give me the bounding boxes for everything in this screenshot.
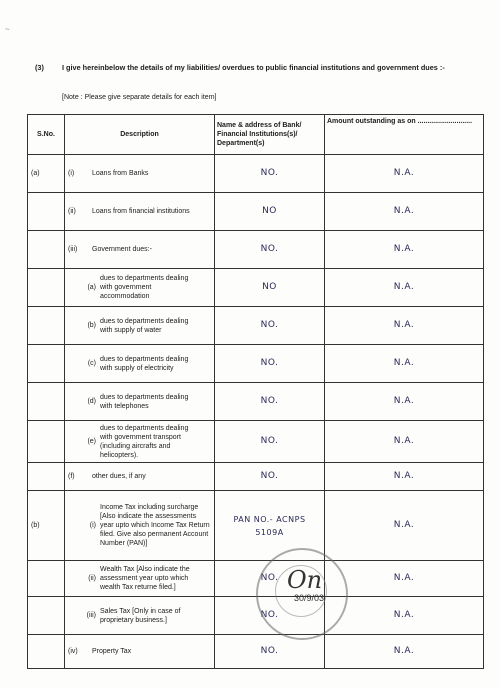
row-sno	[28, 597, 65, 635]
signature: On	[287, 566, 323, 594]
row-bank-name: NO.	[215, 421, 325, 463]
row-bank-name: NO	[215, 269, 325, 307]
row-bank-name: NO.	[215, 635, 325, 669]
row-sno	[28, 561, 65, 597]
table-row	[28, 155, 484, 193]
row-bank-name: NO	[215, 193, 325, 231]
header-description: Description	[65, 115, 215, 155]
row-item-number: (f)	[68, 473, 75, 480]
row-description	[65, 463, 215, 491]
row-item-number: (iv)	[68, 648, 78, 655]
row-description	[65, 491, 215, 561]
section-heading-text: I give hereinbelow the details of my liabilities/ overdues to public financial institutions and government dues :-	[62, 63, 445, 72]
row-bank-name: NO.	[215, 345, 325, 383]
row-bank-name: PAN NO.- ACNPS 5109A	[215, 491, 325, 561]
header-amount: Amount outstanding as on ............................	[325, 115, 484, 155]
row-description	[65, 635, 215, 669]
row-amount: N.A.	[325, 421, 484, 463]
row-bank-name: NO.	[215, 463, 325, 491]
row-item-text: Income Tax including surcharge [Also indicate the assessments year upto which Income Tax Return filed. Give also permanent Account Number (PAN)]	[100, 504, 210, 547]
row-description	[65, 383, 215, 421]
row-item-number: (d)	[87, 398, 96, 405]
margin-scribble: ~	[5, 25, 10, 34]
row-item-text: Loans from Banks	[92, 170, 149, 177]
liabilities-table	[27, 114, 484, 669]
row-item-number: (a)	[87, 284, 96, 291]
table-row	[28, 491, 484, 561]
row-description	[65, 345, 215, 383]
row-item-text: dues to departments dealing with government accommodation	[100, 275, 189, 300]
table-row	[28, 383, 484, 421]
row-amount: N.A.	[325, 491, 484, 561]
section-number: (3)	[35, 63, 44, 72]
row-item-text: Government dues:-	[92, 246, 152, 253]
row-item-text: other dues, if any	[92, 473, 146, 480]
header-name-address: Name & address of Bank/ Financial Institutions(s)/ Department(s)	[215, 115, 325, 155]
row-amount: N.A.	[325, 383, 484, 421]
row-amount: N.A.	[325, 269, 484, 307]
row-sno	[28, 383, 65, 421]
row-amount: N.A.	[325, 231, 484, 269]
row-bank-name: NO.	[215, 561, 325, 597]
row-sno: (a)	[28, 155, 65, 193]
row-description	[65, 307, 215, 345]
row-description	[65, 269, 215, 307]
row-sno	[28, 463, 65, 491]
row-description	[65, 193, 215, 231]
row-description	[65, 421, 215, 463]
row-amount: N.A.	[325, 597, 484, 635]
row-item-number: (i)	[89, 522, 96, 529]
row-sno	[28, 635, 65, 669]
row-bank-name: NO.	[215, 383, 325, 421]
row-sno	[28, 231, 65, 269]
row-item-number: (iii)	[68, 246, 78, 253]
row-amount: N.A.	[325, 635, 484, 669]
table-row	[28, 635, 484, 669]
row-item-number: (iii)	[86, 612, 96, 619]
table-row	[28, 231, 484, 269]
row-item-number: (b)	[87, 322, 96, 329]
row-amount: N.A.	[325, 307, 484, 345]
row-item-text: Wealth Tax [Also indicate the assessment year upto which wealth Tax returne filed.]	[100, 566, 190, 591]
row-description	[65, 231, 215, 269]
row-item-text: Sales Tax [Only in case of proprietary business.]	[100, 607, 181, 624]
table-row	[28, 307, 484, 345]
table-row	[28, 269, 484, 307]
row-amount: N.A.	[325, 155, 484, 193]
row-bank-name: NO.	[215, 231, 325, 269]
table-row	[28, 345, 484, 383]
row-description	[65, 561, 215, 597]
row-amount: N.A.	[325, 345, 484, 383]
row-description	[65, 155, 215, 193]
stamp-date: 30/9/03	[294, 593, 325, 603]
row-sno	[28, 269, 65, 307]
row-item-text: dues to departments dealing with government transport (including aircrafts and helicopters).	[100, 424, 189, 459]
row-item-text: Property Tax	[92, 648, 132, 655]
row-amount: N.A.	[325, 463, 484, 491]
row-sno: (b)	[28, 491, 65, 561]
row-bank-name: NO.	[215, 307, 325, 345]
row-item-text: Loans from financial institutions	[92, 208, 190, 215]
table-header-row	[28, 115, 484, 155]
row-item-number: (c)	[87, 360, 96, 367]
row-sno	[28, 307, 65, 345]
row-sno	[28, 421, 65, 463]
row-item-text: dues to departments dealing with supply of water	[100, 317, 189, 334]
row-item-text: dues to departments dealing with telephones	[100, 393, 189, 410]
table-row	[28, 193, 484, 231]
table-row	[28, 421, 484, 463]
row-sno	[28, 345, 65, 383]
note-text: [Note : Please give separate details for each item]	[62, 94, 217, 101]
table-row	[28, 597, 484, 635]
row-item-number: (ii)	[88, 575, 96, 582]
row-bank-name: NO.	[215, 155, 325, 193]
table-row	[28, 463, 484, 491]
row-item-number: (e)	[87, 438, 96, 445]
row-sno	[28, 193, 65, 231]
row-description	[65, 597, 215, 635]
row-amount: N.A.	[325, 561, 484, 597]
row-item-text: dues to departments dealing with supply of electricity	[100, 355, 189, 372]
row-item-number: (i)	[68, 170, 75, 177]
row-bank-name: NO.	[215, 597, 325, 635]
row-amount: N.A.	[325, 193, 484, 231]
header-sno: S.No.	[28, 115, 65, 155]
row-item-number: (ii)	[68, 208, 76, 215]
